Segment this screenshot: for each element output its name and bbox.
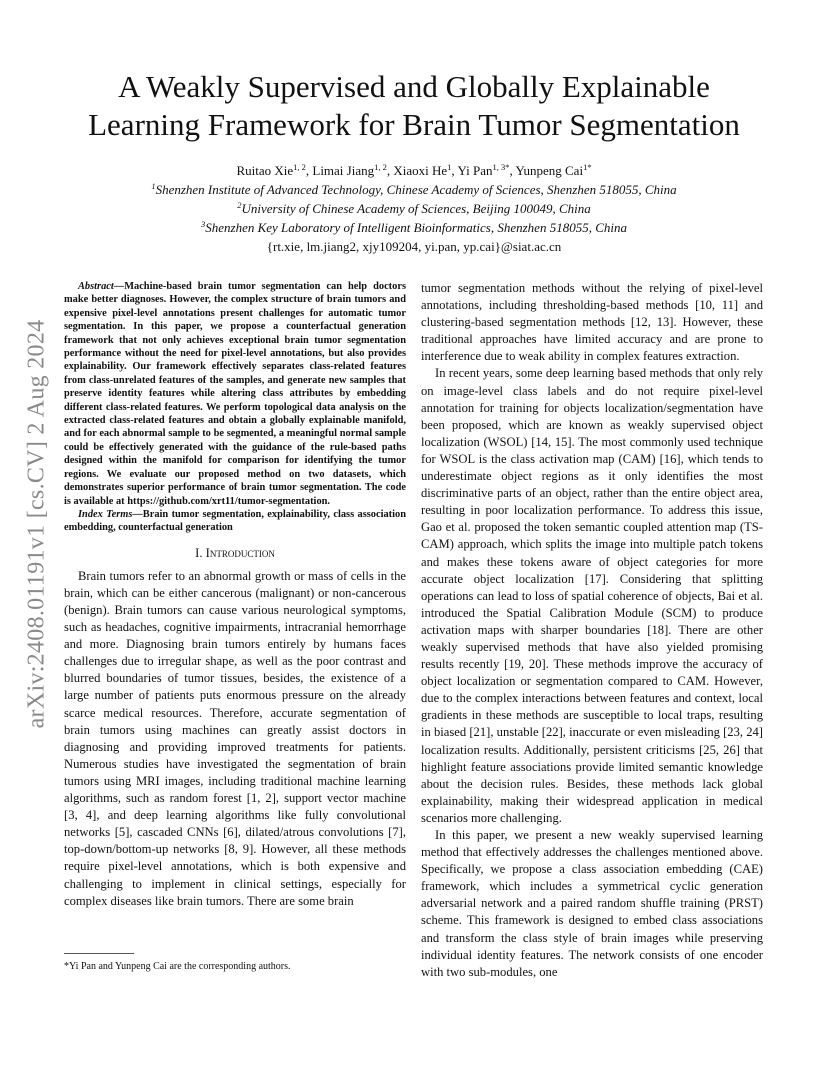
right-column xyxy=(421,280,763,981)
affiliation: $^3$Shenzhen Key Laboratory of Intelligent Bioinformatics, Shenzhen 518055, China xyxy=(201,219,627,235)
affiliation: $^2$University of Chinese Academy of Sciences, Beijing 100049, China xyxy=(237,200,591,216)
footnote: *Yi Pan and Yunpeng Cai are the corresponding authors. xyxy=(64,961,291,972)
abstract-text: —Machine-based brain tumor segmentation can help doctors make better diagnoses. However, the complex structure of brain tumors and expensive pixel-level annotations present challenges for automatic tumor segmentation. In this paper, we propose a counterfactual generation framework that not only achieves exceptional brain tumor segmentation performance without the need for pixel-level annotations, but also provides explainability. Our framework effectively separates class-related features from class-unrelated features of the samples, and generate new samples that preserve identity features while altering class attributes by embedding different class-related features. We perform topological data analysis on the extracted class-related features and obtain a globally explainable manifold, and for each abnormal sample to be segmented, a meaningful normal sample could be effectively generated with the guidance of the rule-based paths designed within the manifold for comparison for identifying the tumor regions. We evaluate our proposed method on two datasets, which demonstrates superior performance of brain tumor segmentation. The code is available at https://github.com/xrt11/tumor-segmentation. xyxy=(64,281,406,507)
left-column xyxy=(64,280,406,910)
body-paragraph: In recent years, some deep learning based methods that only rely on image-level class labels and do not require pixel-level annotation for training for objects localization/segmentation have been proposed, which are known as weakly supervised object localization (WSOL) [14, 15]. The most commonly used technique for WSOL is the class activation map (CAM) [16], which tends to underestimate object regions as it only identifies the most discriminative parts of an object, rather than the entire object area, resulting in poor localization performance. To address this issue, Gao et al. proposed the token semantic coupled attention map (TS-CAM) approach, which splits the image into multiple patch tokens and makes these tokens aware of object categories for more accurate object localization [17]. Considering that splitting operations can lead to loss of spatial coherence of objects, Bai et al. introduced the Spatial Calibration Module (SCM) to produce activation maps with sharper boundaries [18]. There are other weakly supervised methods that have also yielded promising results recently [19, 20]. These methods improve the accuracy of object localization or segmentation compared to CAM. However, due to the complex interactions between features and context, local gradients in these methods are susceptible to local traps, resulting in biased [21], unstable [22], inaccurate or even misleading [23, 24] localization results. Additionally, persistent criticisms [25, 26] that highlight feature associations provide limited semantic knowledge about the decision rules. Besides, these methods lack global explainability, making their widespread application in medical scenarios more challenging. xyxy=(421,366,763,825)
author: Ruitao Xie$^{1, 2}$ xyxy=(236,162,306,178)
title-line-2: Learning Framework for Brain Tumor Segmentation xyxy=(88,107,740,142)
footnote-rule xyxy=(64,953,134,954)
author-block xyxy=(40,161,788,256)
author: Xiaoxi He$^1$ xyxy=(393,162,452,178)
title-line-1: A Weakly Supervised and Globally Explainable xyxy=(118,69,710,104)
author: Yi Pan$^{1, 3*}$ xyxy=(457,162,510,178)
index-terms-label: Index Terms xyxy=(78,508,133,520)
index-terms-text: —Brain tumor segmentation, explainability, class association embedding, counterfactual generation xyxy=(64,508,406,534)
abstract xyxy=(64,280,406,535)
author: Yunpeng Cai$^{1*}$ xyxy=(515,162,592,178)
section-heading: I. Introduction xyxy=(195,545,275,560)
arxiv-identifier-text: arXiv:2408.01191v1 [cs.CV] 2 Aug 2024 xyxy=(23,319,50,729)
body-paragraph: tumor segmentation methods without the relying of pixel-level annotations, including thresholding-based methods [10, 11] and clustering-based segmentation methods [12, 13]. However, these traditional approaches have limited accuracy and are prone to interference due to weak ability in complex features extraction. xyxy=(421,281,763,364)
arxiv-identifier xyxy=(22,286,52,762)
body-paragraph: Brain tumors refer to an abnormal growth or mass of cells in the brain, which can be either cancerous (malignant) or non-cancerous (benign). Brain tumors can cause various neurological symptoms, such as headaches, cognitive impairments, intracranial hemorrhage and more. Diagnosing brain tumors entirely by humans faces challenges due to irregular shape, as well as the poor contrast and blurred boundaries of tumor tissues, besides, the existence of a large number of patients puts enormous pressure on the already scarce medical resources. Therefore, accurate segmentation of brain tumors using machines can greatly assist doctors in diagnosing and providing improved treatments for patients. Numerous studies have investigated the segmentation of brain tumors using MRI images, including traditional machine learning algorithms, such as random forest [1, 2], support vector machine [3, 4], and deep learning algorithms like fully convolutional networks [5], cascaded CNNs [6], dilated/atrous convolutions [7], top-down/bottom-up networks [8, 9]. However, all these methods require pixel-level annotations, which is both expensive and challenging to implement in clinical settings, especially for complex diseases like brain tumors. There are some brain xyxy=(64,568,406,908)
paper-title xyxy=(40,68,788,144)
body-paragraph: In this paper, we present a new weakly supervised learning method that effectively addresses the challenges mentioned above. Specifically, we propose a class association embedding (CAE) framework, which includes a symmetrical cyclic generation adversarial network and a paired random shuffle training (PRST) scheme. This framework is designed to embed class associations and transform the class style of brain images while preserving individual identity features. The network consists of one encoder with two sub-modules, one xyxy=(421,828,763,979)
affiliation: $^1$Shenzhen Institute of Advanced Technology, Chinese Academy of Sciences, Shenzhen 518055, China xyxy=(151,181,677,197)
abstract-label: Abstract xyxy=(78,281,114,292)
author-list: Ruitao Xie$^{1, 2}$, Limai Jiang$^{1, 2}$, Xiaoxi He$^1$, Yi Pan$^{1, 3*}$, Yunpeng Cai$^{1*}$ xyxy=(236,162,592,178)
author-emails: {rt.xie, lm.jiang2, xjy109204, yi.pan, yp.cai}@siat.ac.cn xyxy=(266,239,562,254)
author: Limai Jiang$^{1, 2}$ xyxy=(312,162,387,178)
